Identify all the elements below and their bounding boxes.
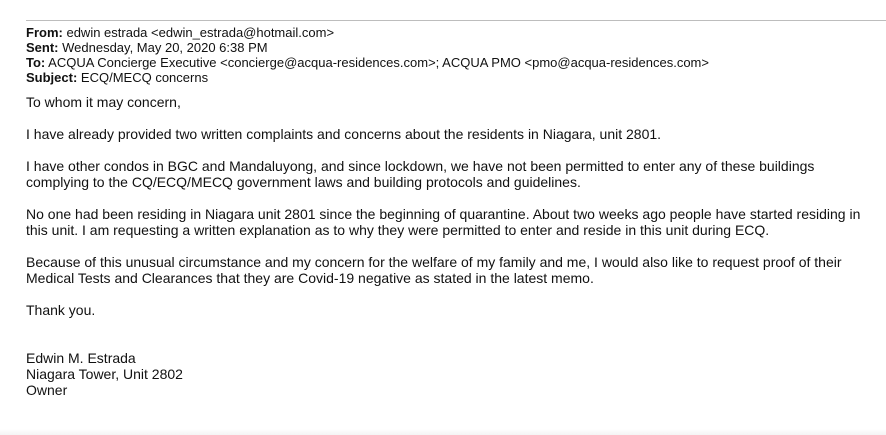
subject-value: ECQ/MECQ concerns: [80, 70, 209, 85]
sent-label: Sent:: [26, 40, 59, 55]
signature-name: Edwin M. Estrada: [26, 350, 136, 366]
email-body: [26, 94, 876, 318]
from-row: [26, 25, 876, 40]
email-header: [26, 25, 876, 85]
signature-role: Owner: [26, 382, 68, 398]
paragraph-1: I have already provided two written complaints and concerns about the residents in Niagara, unit 2801.: [26, 126, 662, 142]
paragraph-3: No one had been residing in Niagara unit 2801 since the beginning of quarantine. About two weeks ago people have started residing in this unit. I am requesting a written explanation as to why they were permitted to enter and reside in this unit during ECQ.: [26, 206, 861, 238]
bottom-edge: [0, 429, 886, 435]
to-value: ACQUA Concierge Executive <concierge@acqua-residences.com>; ACQUA PMO <pmo@acqua-residences.com>: [48, 55, 709, 70]
to-label: To:: [26, 55, 46, 70]
signature-block: [26, 350, 876, 398]
signature-address: Niagara Tower, Unit 2802: [26, 366, 183, 382]
from-value: edwin estrada <edwin_estrada@hotmail.com>: [66, 25, 335, 40]
header-divider: [26, 20, 886, 21]
from-label: From:: [26, 25, 63, 40]
subject-row: [26, 70, 876, 85]
subject-label: Subject:: [26, 70, 78, 85]
to-row: [26, 55, 876, 70]
paragraph-4: Because of this unusual circumstance and my concern for the welfare of my family and me, I would also like to request proof of their Medical Tests and Clearances that they are Covid-19 negative as stated in the latest memo.: [26, 254, 842, 286]
closing: Thank you.: [26, 302, 96, 318]
email-message: [26, 25, 876, 398]
sent-row: [26, 40, 876, 55]
greeting: To whom it may concern,: [26, 94, 181, 110]
paragraph-2: I have other condos in BGC and Mandaluyong, and since lockdown, we have not been permitted to enter any of these buildings complying to the CQ/ECQ/MECQ government laws and building protocols and guidelines.: [26, 158, 815, 190]
sent-value: Wednesday, May 20, 2020 6:38 PM: [62, 40, 268, 55]
